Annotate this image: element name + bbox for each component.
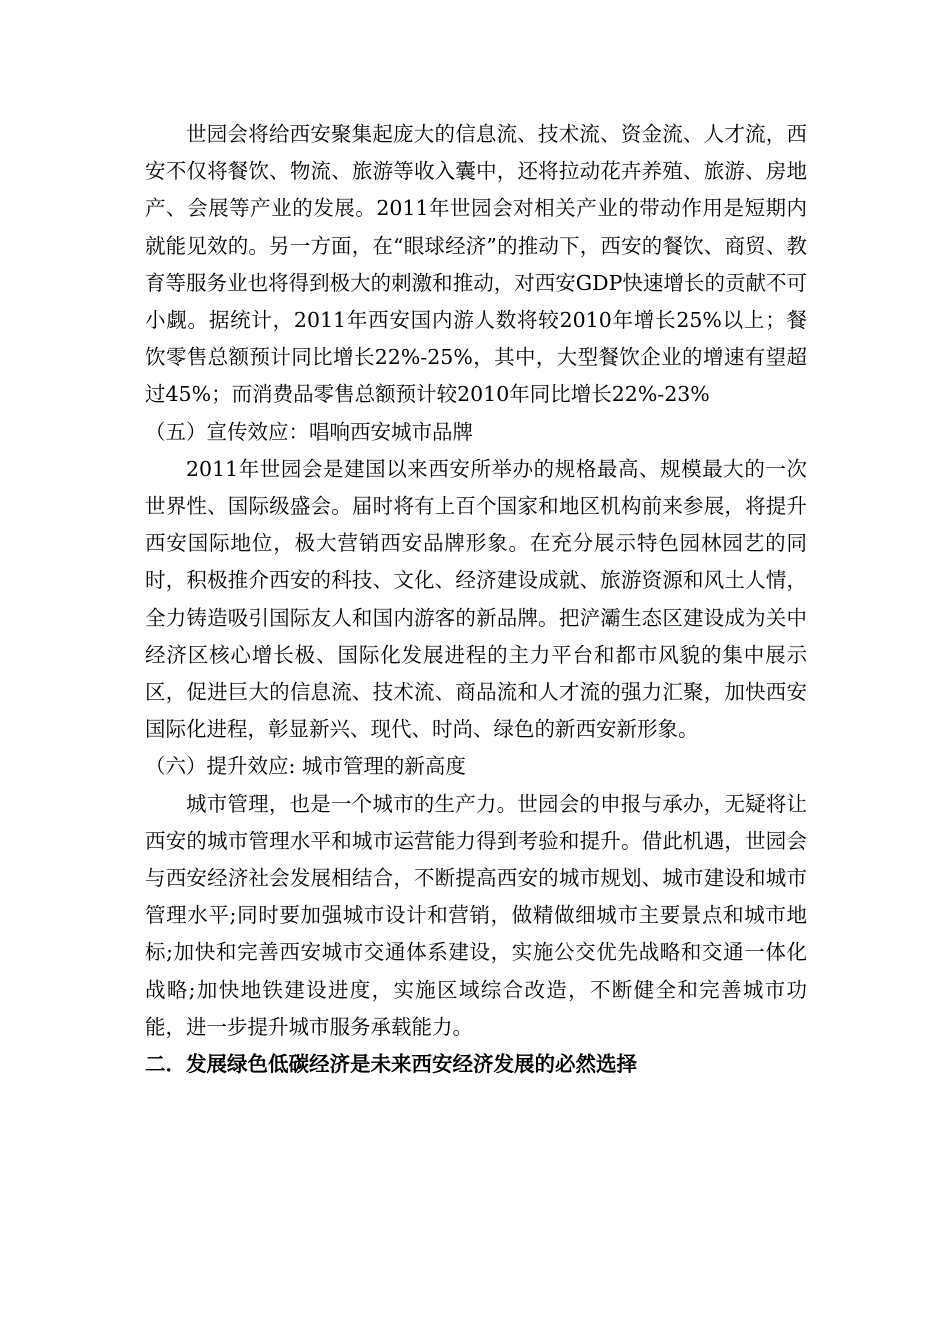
document-page	[145, 116, 807, 1083]
body-paragraph: 城市管理，也是一个城市的生产力。世园会的申报与承办，无疑将让西安的城市管理水平和城市运营能力得到考验和提升。借此机遇，世园会与西安经济社会发展相结合，不断提高西安的城市规划、城市建设和城市管理水平;同时要加强城市设计和营销，做精做细城市主要景点和城市地标;加快和完善西安城市交通体系建设，实施公交优先战略和交通一体化战略;加快地铁建设进度，实施区域综合改造，不断健全和完善城市功能，进一步提升城市服务承载能力。	[145, 791, 807, 1039]
subsection-heading: （六）提升效应: 城市管理的新高度	[145, 754, 466, 779]
body-paragraph: 世园会将给西安聚集起庞大的信息流、技术流、资金流、人才流，西安不仅将餐饮、物流、旅游等收入囊中，还将拉动花卉养殖、旅游、房地产、会展等产业的发展。2011年世园会对相关产业的带动作用是短期内就能见效的。另一方面，在“眼球经济”的推动下，西安的餐饮、商贸、教育等服务业也将得到极大的刺激和推动，对西安GDP快速增长的贡献不可小觑。据统计，2011年西安国内游人数将较2010年增长25%以上；餐饮零售总额预计同比增长22%-25%，其中，大型餐饮企业的增速有望超过45%；而消费品零售总额预计较2010年同比增长22%-23%	[145, 122, 807, 407]
body-paragraph: 2011年世园会是建国以来西安所举办的规格最高、规模最大的一次世界性、国际级盛会。届时将有上百个国家和地区机构前来参展，将提升西安国际地位，极大营销西安品牌形象。在充分展示特色园林园艺的同时，积极推介西安的科技、文化、经济建设成就、旅游资源和风土人情，全力铸造吸引国际友人和国内游客的新品牌。把浐灞生态区建设成为关中经济区核心增长极、国际化发展进程的主力平台和都市风貌的集中展示区，促进巨大的信息流、技术流、商品流和人才流的强力汇聚，加快西安国际化进程，彰显新兴、现代、时尚、绿色的新西安新形象。	[145, 456, 807, 742]
subsection-heading: （五）宣传效应：唱响西安城市品牌	[145, 419, 473, 444]
section-title: 二．发展绿色低碳经济是未来西安经济发展的必然选择	[145, 1052, 637, 1077]
